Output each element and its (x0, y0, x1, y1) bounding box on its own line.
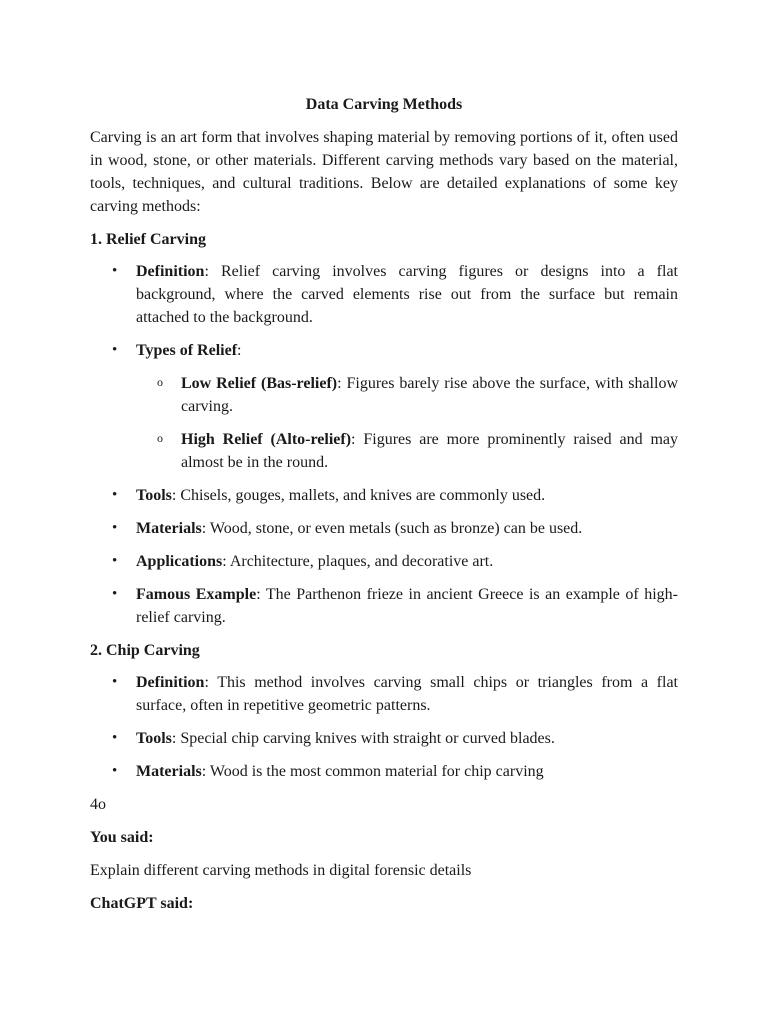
list-item-materials (90, 517, 678, 540)
section-heading-relief: 1. Relief Carving (90, 231, 206, 248)
item-label: Definition (136, 263, 205, 280)
you-said-label (90, 826, 678, 849)
you-said-text: You said: (90, 829, 154, 846)
bullet-marker: • (112, 342, 118, 358)
bullet-marker: • (112, 520, 118, 536)
item-label: Types of Relief (136, 342, 238, 359)
item-label: Tools (136, 487, 172, 504)
item-label: Low Relief (Bas-relief) (181, 375, 338, 392)
item-text: : Special chip carving knives with straight or curved blades. (171, 730, 555, 747)
bullet-marker: • (112, 730, 118, 746)
item-text: : Figures are more prominently raised and may almost be in the round. (181, 431, 679, 471)
bullet-marker: • (112, 763, 118, 779)
list-item-applications (90, 550, 678, 573)
intro-paragraph: Carving is an art form that involves shaping material by removing portions of it, often used in wood, stone, or other materials. Different carving methods vary based on the material, tools, techniques, and cultural traditions. Below are detailed explanations of some key carving methods: (90, 129, 678, 215)
bullet-marker: • (112, 586, 118, 602)
model-label: 4o (90, 796, 106, 813)
item-label: Definition (136, 674, 205, 691)
item-label: Tools (136, 730, 172, 747)
bullet-marker: • (112, 487, 118, 503)
item-text: : Wood is the most common material for chip carving (201, 763, 544, 780)
bullet-marker: • (112, 263, 118, 279)
list-item-definition (90, 671, 678, 717)
item-text: : Figures barely rise above the surface, with shallow carving. (181, 375, 678, 415)
item-label: Applications (136, 553, 223, 570)
sub-bullet-marker: o (157, 375, 163, 389)
chatgpt-said-text: ChatGPT said: (90, 895, 194, 912)
sub-bullet-marker: o (157, 431, 163, 445)
item-text: : Chisels, gouges, mallets, and knives are commonly used. (171, 487, 546, 504)
list-item-definition (90, 260, 678, 329)
section-heading-chip: 2. Chip Carving (90, 642, 200, 659)
list-item-materials (90, 760, 678, 783)
sub-item-low-relief (90, 372, 678, 418)
item-text: : This method involves carving small chips or triangles from a flat surface, often in repetitive geometric patterns. (136, 674, 678, 714)
item-text: : Relief carving involves carving figures or designs into a flat background, where the carved elements rise out from the surface but remain attached to the background. (136, 263, 678, 326)
page-title: Data Carving Methods (305, 96, 463, 113)
item-text: : (237, 342, 242, 359)
user-prompt: Explain different carving methods in digital forensic details (90, 862, 472, 879)
item-label: Famous Example (136, 586, 257, 603)
bullet-marker: • (112, 674, 118, 690)
item-text: : Wood, stone, or even metals (such as bronze) can be used. (201, 520, 583, 537)
item-label: High Relief (Alto-relief) (181, 431, 352, 448)
item-text: : Architecture, plaques, and decorative art. (222, 553, 494, 570)
list-item-famous-example (90, 583, 678, 629)
item-label: Materials (136, 763, 202, 780)
list-item-tools (90, 727, 678, 750)
item-label: Materials (136, 520, 202, 537)
sub-item-high-relief (90, 428, 678, 474)
document-content (90, 93, 678, 925)
list-item-types (90, 339, 678, 362)
list-item-tools (90, 484, 678, 507)
chatgpt-said-label (90, 892, 678, 915)
item-text: : The Parthenon frieze in ancient Greece is an example of high-relief carving. (136, 586, 679, 626)
bullet-marker: • (112, 553, 118, 569)
relief-list (90, 260, 678, 629)
chip-list (90, 671, 678, 783)
